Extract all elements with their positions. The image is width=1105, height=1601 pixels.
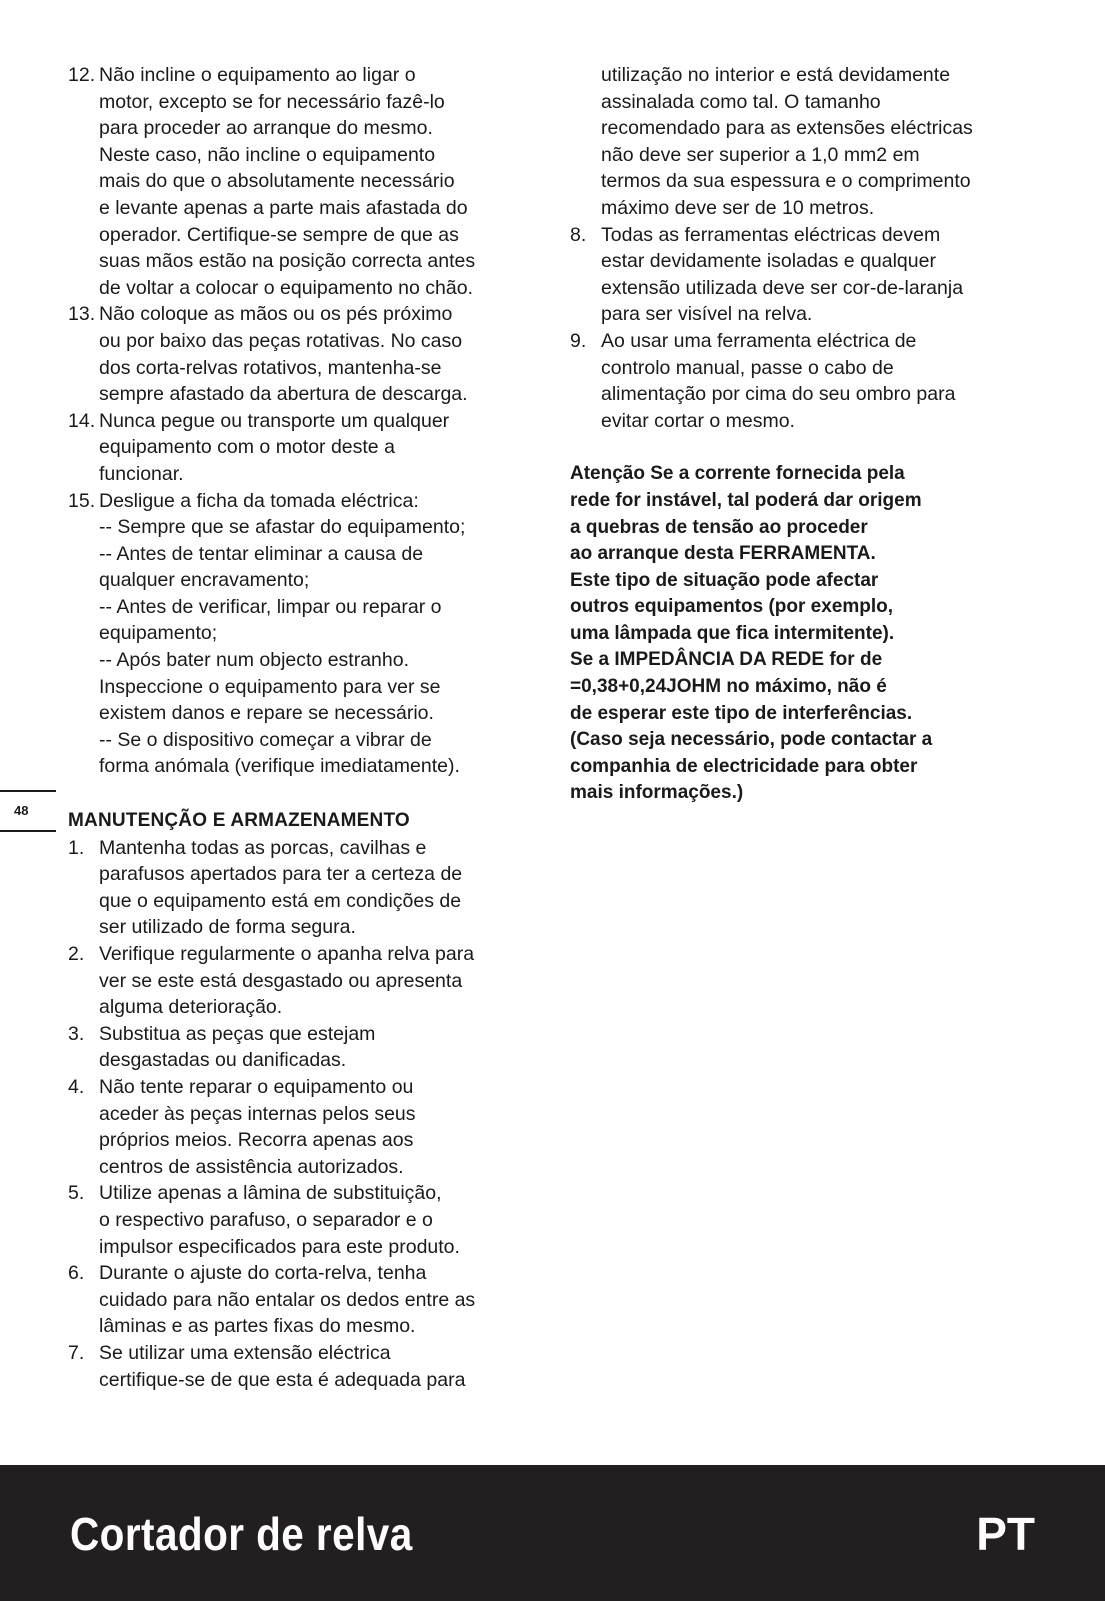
list-item: 8. Todas as ferramentas eléctricas devem estar devidamente isoladas e qualquer extensão utilizada deve ser cor-de-laranja para ser visível na relva.	[570, 223, 964, 326]
list-item: 2. Verifique regularmente o apanha relva para ver se este está desgastado ou apresenta alguma deterioração.	[68, 943, 475, 1019]
list-item: 9. Ao usar uma ferramenta eléctrica de controlo manual, passe o cabo de alimentação por cima do seu ombro para evitar cortar o mesmo.	[570, 329, 956, 432]
footer-title: Cortador de relva	[70, 1508, 413, 1560]
list-item: 14. Nunca pegue ou transporte um qualquer equipamento com o motor deste a funcionar.	[68, 409, 450, 485]
list-item: 3. Substitua as peças que estejam desgastadas ou danificadas.	[68, 1022, 376, 1072]
language-code: PT	[976, 1508, 1035, 1560]
list-item: 7. Se utilizar uma extensão eléctrica certifique-se de que esta é adequada para	[68, 1341, 466, 1391]
safety-list	[68, 62, 538, 780]
page-number: 48	[0, 790, 56, 832]
left-column	[68, 62, 538, 1393]
section-heading: MANUTENÇÃO E ARMAZENAMENTO	[68, 810, 410, 832]
maintenance-list	[68, 835, 538, 1393]
right-column	[570, 62, 1040, 807]
list-item: 6. Durante o ajuste do corta-relva, tenha cuidado para não entalar os dedos entre as lâminas e as partes fixas do mesmo.	[68, 1262, 476, 1338]
right-list	[570, 222, 1040, 435]
list-item: 5. Utilize apenas a lâmina de substituição, o respectivo parafuso, o separador e o impulsor especificados para este produto.	[68, 1182, 460, 1258]
list-item: 4. Não tente reparar o equipamento ou aceder às peças internas pelos seus próprios meios. Recorra apenas aos centros de assistência autorizados.	[68, 1075, 416, 1178]
footer-bar	[0, 1465, 1105, 1601]
list-item: 15. Desligue a ficha da tomada eléctrica: -- Sempre que se afastar do equipamento; -- Antes de tentar eliminar a causa de qualquer encravamento; -- Antes de verificar, limpar ou reparar o equipamento; -- Após bater num objecto estranho. Inspeccione o equipamento para ver se existem danos e repare se necessário. -- Se o dispositivo começar a vibrar de forma anómala (verifique imediatamente).	[68, 489, 466, 778]
warning-note: Atenção Se a corrente fornecida pela rede for instável, tal poderá dar origem a quebras de tensão ao proceder ao arranque desta FERRAMENTA. Este tipo de situação pode afectar outros equipamentos (por exemplo, uma lâmpada que fica intermitente). Se a IMPEDÂNCIA DA REDE for de =0,38+0,24JOHM no máximo, não é de esperar este tipo de interferências. (Caso seja necessário, pode contactar a companhia de electricidade para obter mais informações.)	[570, 463, 933, 804]
list-item: 12. Não incline o equipamento ao ligar o motor, excepto se for necessário fazê-lo para proceder ao arranque do mesmo. Neste caso, não incline o equipamento mais do que o absolutamente necessário e levante apenas a parte mais afastada do operador. Certifique-se sempre de que as suas mãos estão na posição correcta antes de voltar a colocar o equipamento no chão.	[68, 64, 476, 299]
list-item: 1. Mantenha todas as porcas, cavilhas e parafusos apertados para ter a certeza de que o equipamento está em condições de ser utilizado de forma segura.	[68, 836, 463, 939]
continuation-text: utilização no interior e está devidamente assinalada como tal. O tamanho recomendado para as extensões eléctricas não deve ser superior a 1,0 mm2 em termos da sua espessura e o comprimento máximo deve ser de 10 metros.	[601, 64, 973, 219]
list-item: 13. Não coloque as mãos ou os pés próximo ou por baixo das peças rotativas. No caso dos corta-relvas rotativos, mantenha-se sempre afastado da abertura de descarga.	[68, 303, 468, 406]
